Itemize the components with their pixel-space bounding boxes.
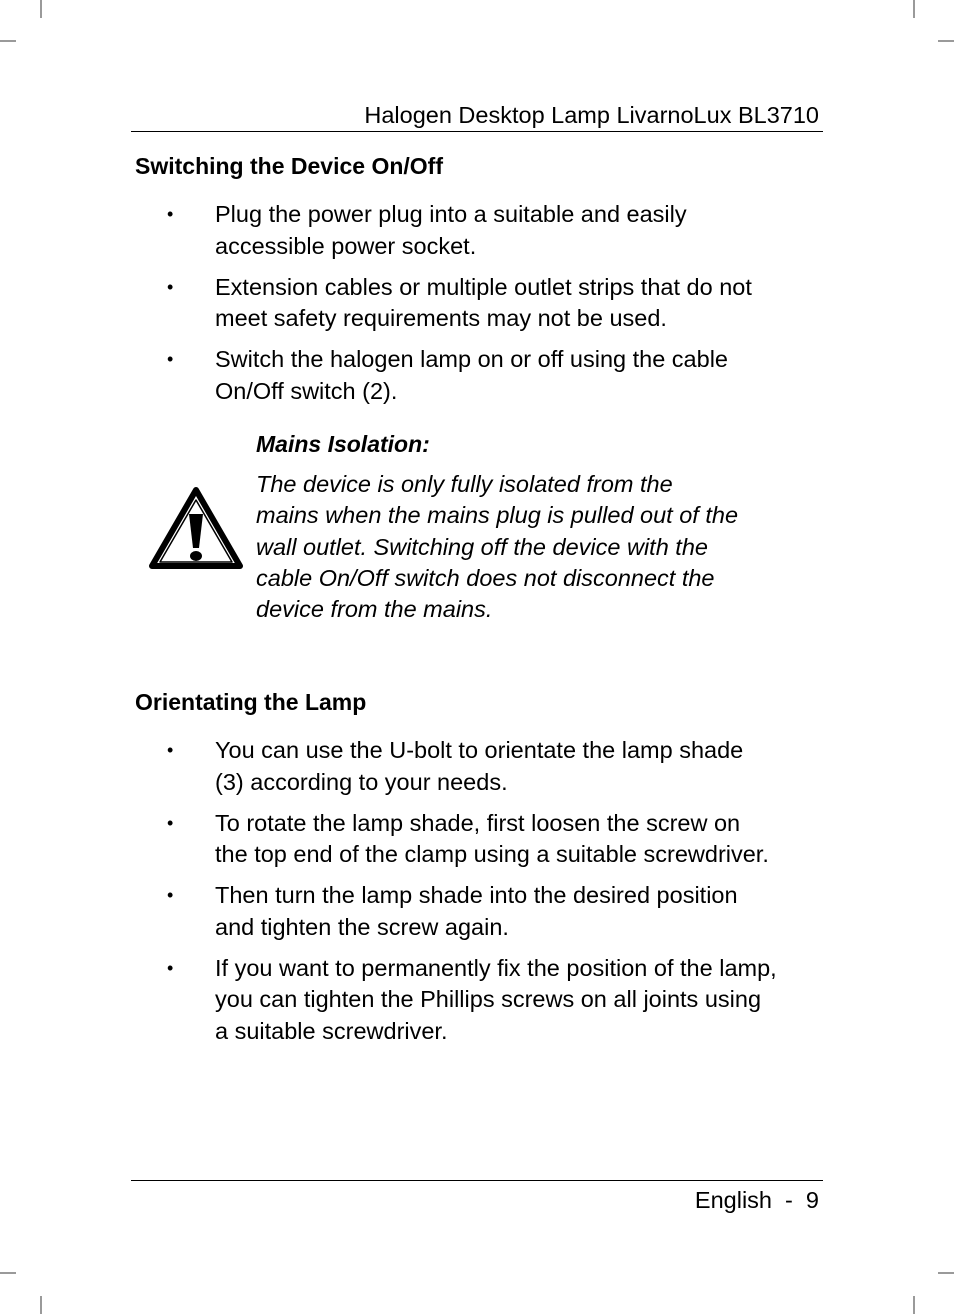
- list-item-line: Plug the power plug into a suitable and easily: [215, 201, 687, 227]
- list-item: [0, 272, 830, 335]
- bullet-list-switching: [0, 199, 954, 417]
- list-item: [0, 808, 830, 871]
- crop-mark-top-left-horizontal: [0, 40, 16, 42]
- bullet-list-orientating: [0, 735, 954, 1057]
- crop-mark-bottom-right-vertical: [913, 1296, 915, 1314]
- list-item-line: a suitable screwdriver.: [215, 1017, 448, 1044]
- note-body: [256, 469, 796, 625]
- bullet-dot: •: [167, 276, 174, 297]
- footer-rule: [131, 1180, 823, 1181]
- warning-icon: [148, 486, 244, 570]
- note-line: cable On/Off switch does not disconnect the: [256, 564, 715, 591]
- list-item-line: accessible power socket.: [215, 232, 477, 259]
- list-item-line: and tighten the screw again.: [215, 913, 509, 940]
- crop-mark-bottom-left-vertical: [40, 1296, 42, 1314]
- list-item-line: (3) according to your needs.: [215, 768, 508, 795]
- list-item: [0, 199, 830, 262]
- page-footer: English - 9: [694, 1187, 819, 1213]
- crop-mark-top-right-horizontal: [938, 40, 954, 42]
- list-item-line: meet safety requirements may not be used.: [215, 305, 667, 331]
- crop-mark-bottom-left-horizontal: [0, 1272, 16, 1274]
- list-item: [0, 880, 830, 943]
- crop-mark-bottom-right-horizontal: [938, 1272, 954, 1274]
- header-rule: [131, 131, 823, 132]
- list-item-line: If you want to permanently fix the position of the lamp,: [215, 954, 777, 981]
- list-item-line: You can use the U-bolt to orientate the lamp shade: [215, 737, 744, 763]
- note-line: mains when the mains plug is pulled out of the: [256, 502, 739, 529]
- crop-mark-top-right-vertical: [913, 0, 915, 18]
- bullet-dot: •: [167, 740, 174, 760]
- list-item-line: Extension cables or multiple outlet strips that do not: [215, 273, 752, 300]
- note-line: wall outlet. Switching off the device with the: [256, 533, 708, 560]
- bullet-dot: •: [167, 204, 174, 224]
- note-line: device from the mains.: [256, 596, 493, 623]
- list-item: [0, 735, 830, 798]
- section-heading-switching: Switching the Device On/Off: [135, 153, 443, 179]
- list-item-line: Then turn the lamp shade into the desired position: [215, 882, 738, 908]
- list-item-line: To rotate the lamp shade, first loosen the screw on: [215, 809, 741, 836]
- note-line: The device is only fully isolated from the: [256, 471, 673, 497]
- bullet-dot: •: [167, 812, 174, 833]
- bullet-dot: •: [167, 349, 174, 369]
- bullet-dot: •: [167, 957, 174, 978]
- page-header-title: Halogen Desktop Lamp LivarnoLux BL3710: [364, 102, 819, 128]
- list-item-line: you can tighten the Phillips screws on all joints using: [215, 986, 762, 1012]
- bullet-dot: •: [167, 885, 174, 905]
- crop-mark-top-left-vertical: [40, 0, 42, 18]
- list-item: [0, 953, 830, 1048]
- list-item-line: Switch the halogen lamp on or off using the cable: [215, 346, 728, 372]
- note-title: Mains Isolation:: [256, 431, 430, 457]
- list-item-line: the top end of the clamp using a suitable screwdriver.: [215, 841, 769, 867]
- section-heading-orientating: Orientating the Lamp: [135, 689, 367, 715]
- list-item: [0, 344, 830, 407]
- list-item-line: On/Off switch (2).: [215, 377, 398, 404]
